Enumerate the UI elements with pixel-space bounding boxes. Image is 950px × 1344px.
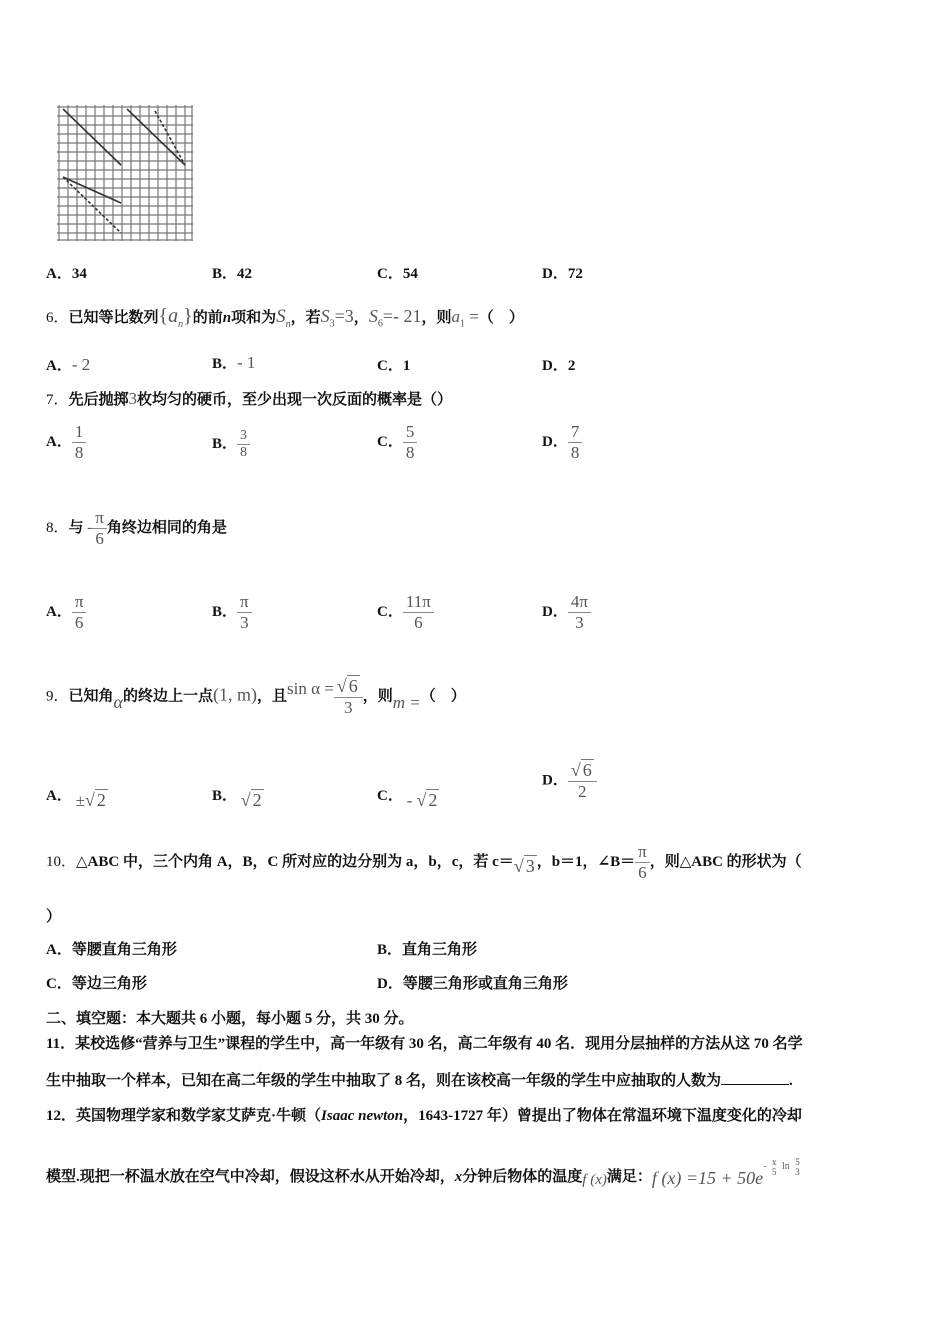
q10-option-b[interactable]: B．直角三角形 [377, 942, 478, 958]
grid-figure [55, 103, 195, 243]
fraction: $\frac{√ 6}{3}$ [334, 676, 363, 718]
question-10-close: ） [46, 909, 62, 925]
question-12-line2: 模型.现把一杯温水放在空气中冷却，假设这杯水从开始冷却，x分钟后物体的温度f (x)满足：f $(x) =15 + 50e^{- x 5 ln 5 3}$ [46, 1160, 803, 1194]
question-6: 6．已知等比数列$\{a_n\}$的前n项和为$S_n$，若$S_3=3$，$S_6=-$ 21，则$a_1$ =（ ） [46, 305, 524, 330]
q9-option-b[interactable]: B． √ 2 [212, 788, 262, 810]
fraction: $\frac{11\pi}{6}$ [403, 592, 434, 633]
answer-blank[interactable] [721, 1072, 789, 1085]
question-12-line1: 12．英国物理学家和数学家艾萨克·牛顿（Isaac newton，1643-1727 年）曾提出了物体在常温环境下温度变化的冷却 [46, 1108, 802, 1124]
q10-option-a[interactable]: A．等腰直角三角形 [46, 942, 177, 958]
sqrt: √ 2 [84, 790, 106, 810]
fraction: $\frac{\pi}{3}$ [237, 592, 252, 633]
sqrt: √ 6 [336, 676, 358, 696]
q9-option-a[interactable]: A． ±√ 2 [46, 788, 106, 810]
fraction: $\frac{5}{8}$ [403, 422, 418, 463]
question-11-line1: 11．某校选修“营养与卫生”课程的学生中，高一年级有 30 名，高二年级有 40 名．现用分层抽样的方法从这 70 名学 [46, 1036, 803, 1052]
fraction: $\frac{3}{8}$ [237, 428, 250, 461]
q5-option-a[interactable]: A．34 [46, 266, 87, 282]
sqrt: √ 3 [513, 855, 535, 876]
section-heading: 二、填空题：本大题共 6 小题，每小题 5 分，共 30 分。 [46, 1011, 414, 1027]
q7-option-b[interactable]: B． $\frac{3}{8}$ [212, 428, 250, 461]
question-7: 7．先后抛掷3枚均匀的硬币，至少出现一次反面的概率是（） [46, 389, 453, 408]
sqrt: √ 6 [570, 760, 592, 780]
exponent: - x 5 ln 5 3 [763, 1156, 800, 1177]
fraction: $\frac{7}{8}$ [568, 422, 583, 463]
q9-option-d[interactable]: D． $\frac{√ 6}{2}$ [542, 760, 597, 802]
cooling-formula: f (x) =15 + 50e [651, 1168, 764, 1188]
eq-s3: $S_3=3$ [320, 306, 354, 330]
q7-option-d[interactable]: D． $\frac{7}{8}$ [542, 422, 582, 463]
question-9: 9．已知角α的终边上一点(1, m)，且sin α = $\frac{√ 6}{3}$ ，则m =（ ） [46, 676, 466, 717]
q8-option-a[interactable]: A． $\frac{\pi}{6}$ [46, 592, 86, 633]
q7-option-c[interactable]: C． $\frac{5}{8}$ [377, 422, 417, 463]
seq-an: $\{a_n\}$ [158, 305, 193, 330]
a1: $a_1$ = [451, 307, 479, 330]
q10-option-d[interactable]: D．等腰三角形或直角三角形 [377, 976, 568, 992]
q8-option-b[interactable]: B． $\frac{\pi}{3}$ [212, 592, 252, 633]
q10-option-c[interactable]: C．等边三角形 [46, 976, 147, 992]
q8-option-c[interactable]: C． $\frac{11\pi}{6}$ [377, 592, 434, 633]
fraction: $\frac{√ 6}{2}$ [568, 760, 597, 802]
sqrt: √ 2 [240, 790, 262, 810]
question-10: 10．△ABC 中，三个内角 A，B，C 所对应的边分别为 a，b，c，若 c＝√ 3 ，b＝1，∠B＝ $\frac{\pi}{6}$ ，则△ABC 的形状为（ [46, 842, 802, 882]
q6-option-a[interactable]: A．- 2 [46, 355, 91, 374]
sqrt: √ 2 [416, 790, 438, 810]
q6-option-d[interactable]: D．2 [542, 358, 576, 374]
q9-option-c[interactable]: C． - √ 2 [377, 788, 438, 810]
sum-sn: $S_n$ [276, 306, 291, 330]
q8-option-d[interactable]: D． $\frac{4\pi}{3}$ [542, 592, 591, 633]
fraction: $\frac{4\pi}{3}$ [568, 592, 591, 633]
fraction: $\frac{\pi}{6}$ [635, 842, 650, 883]
question-8: 8．与 - $\frac{\pi}{6}$ 角终边相同的角是 [46, 508, 227, 548]
fraction: $\frac{\pi}{6}$ [72, 592, 87, 633]
fraction: $\frac{\pi}{6}$ [92, 508, 107, 549]
q6-option-b[interactable]: B．- 1 [212, 353, 256, 372]
eq-s6: $S_6=-$ 21 [368, 306, 422, 330]
question-11-line2: 生中抽取一个样本，已知在高二年级的学生中抽取了 8 名，则在该校高一年级的学生中应抽取的人数为 . [46, 1073, 793, 1089]
q7-option-a[interactable]: A． $\frac{1}{8}$ [46, 422, 86, 463]
q5-option-b[interactable]: B．42 [212, 266, 253, 282]
q6-option-c[interactable]: C．1 [377, 358, 411, 374]
q5-option-d[interactable]: D．72 [542, 266, 583, 282]
fraction: $\frac{1}{8}$ [72, 422, 87, 463]
q5-option-c[interactable]: C．54 [377, 266, 418, 282]
